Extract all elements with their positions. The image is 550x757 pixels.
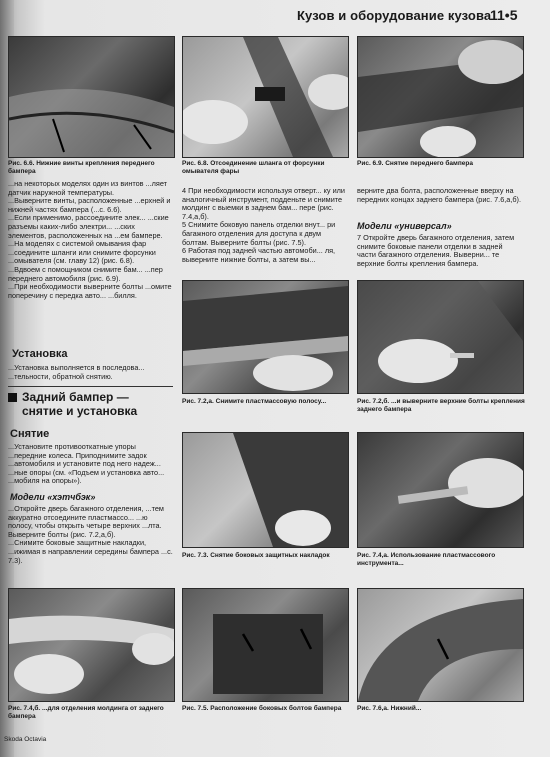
photo-fig-6-9: [357, 36, 524, 158]
middle-paragraph-4: 4 При необходимости используя отверт... ку или аналогичный инструмент, подденьте и снимите молдинг с выемки в заднем бам... пере (рис. 7.4,а,б).: [182, 186, 345, 221]
caption-fig-6-6: Рис. 6.6. Нижние винты крепления переднего бампера: [8, 160, 155, 175]
left-paragraph-2: ...Выверните винты, расположенные ...ерхней и нижней частях бампера (...с. 6.6).: [8, 196, 171, 214]
left-paragraph-1: ...на некоторых моделях один из винтов ...ляет датчик наружной температуры.: [8, 179, 168, 197]
photo-fig-7-5-drawing: [183, 589, 348, 701]
photo-fig-6-6-drawing: [9, 37, 174, 157]
section-title-line-1: Задний бампер —: [22, 390, 129, 404]
caption-fig-7-5: Рис. 7.5. Расположение боковых болтов бампера: [182, 705, 342, 712]
left-column-text-top: [8, 180, 173, 300]
middle-paragraph-5: 5 Снимите боковую панель отделки внут... ри багажного отделения для доступа к двум болтам. Выверните болты (рис. 7.5).: [182, 220, 336, 247]
photo-fig-6-8: [182, 36, 349, 158]
photo-fig-7-3: [182, 432, 349, 548]
page-number: 11•5: [490, 7, 518, 23]
photo-fig-7-2b: [357, 280, 524, 394]
photo-fig-7-4b: [8, 588, 175, 702]
right-paragraph-continued: верните два болта, расположенные вверху на передних концах заднего бампера (рис. 7.6,а,б).: [357, 186, 522, 204]
section-title-line-2: снятие и установка: [22, 404, 138, 418]
photo-fig-6-6: [8, 36, 175, 158]
section-marker: [8, 393, 17, 402]
hatchback-heading: Модели «хэтчбэк»: [10, 492, 96, 502]
caption-fig-6-8: Рис. 6.8. Отсоединение шланга от форсунки омывателя фары: [182, 160, 325, 175]
chapter-title: Кузов и оборудование кузова: [297, 8, 492, 23]
photo-fig-7-4b-drawing: [9, 589, 174, 701]
caption-fig-7-4a: Рис. 7.4,а. Использование пластмассового инструмента...: [357, 552, 496, 567]
hatchback-paragraph-2: ...Откройте дверь багажного отделения, ...тем аккуратно отсоедините пластмассо... ...ю полосу, чтобы открыть четыре верхних ...лта. Выверните болты (рис. 7.2,а,б).: [8, 504, 164, 539]
photo-fig-7-6a-drawing: [358, 589, 523, 701]
left-paragraph-5: ...Вдвоем с помощником снимите бам... ...пер переднего автомобиля (рис. 6.9).: [8, 264, 163, 283]
install-text: ...Установка выполняется в последова... ...тельности, обратной снятию.: [8, 363, 145, 381]
photo-fig-7-5: [182, 588, 349, 702]
photo-fig-6-9-drawing: [358, 37, 523, 157]
caption-fig-7-6a: Рис. 7.6,а. Нижний...: [357, 705, 422, 712]
hatchback-paragraph-3: ...Снимите боковые защитные накладки, ...ижимая в направлении середины бампера ...с. 7.3).: [8, 538, 173, 565]
page-footer: Skoda Octavia: [4, 736, 47, 743]
photo-fig-7-2a: [182, 280, 349, 394]
left-paragraph-4: ...На моделях с системой омывания фар ...соедините шланги или снимите форсунки ...омывателя (см. главу 12) (рис. 6.8).: [8, 239, 156, 266]
photo-fig-7-2a-drawing: [183, 281, 348, 393]
middle-column-text: [182, 187, 347, 264]
install-heading: Установка: [12, 348, 68, 360]
section-divider: [8, 386, 173, 387]
photo-fig-7-4a-drawing: [358, 433, 523, 547]
removal-paragraph-1: ...Установите противооткатные упоры ...передние колеса. Приподнимите задок ...автомобиля и установите под него надеж... ...ные опоры (см. «Подъем и установка авто... ...мобиля на опоры»).: [8, 442, 165, 486]
caption-fig-7-2b: Рис. 7.2,б. ...и выверните верхние болты крепления заднего бампера: [357, 398, 525, 413]
section-7-title: [22, 390, 172, 418]
caption-fig-7-3: Рис. 7.3. Снятие боковых защитных накладок: [182, 552, 330, 559]
photo-fig-7-3-drawing: [183, 433, 348, 547]
photo-fig-7-6a: [357, 588, 524, 702]
caption-fig-7-2a: Рис. 7.2,а. Снимите пластмассовую полосу...: [182, 398, 327, 405]
right-paragraph-7: 7 Откройте дверь багажного отделения, затем снимите боковые панели отделки в задней части багажного отделения. Выверни... те верхние болты крепления бампера.: [357, 233, 515, 268]
universal-heading: Модели «универсал»: [357, 221, 452, 231]
page-header: [297, 6, 537, 26]
caption-fig-6-9: Рис. 6.9. Снятие переднего бампера: [357, 160, 473, 167]
photo-fig-7-2b-drawing: [358, 281, 523, 393]
left-paragraph-3: ...Если применимо, рассоедините элек... ...ские разъемы каких-либо электри... ...ских элементов, расположенных на ...ем бампере.: [8, 213, 169, 240]
removal-heading: Снятие: [10, 428, 50, 440]
middle-paragraph-6: 6 Работая под задней частью автомоби... ля, выверните нижние болты, а затем вы...: [182, 246, 336, 264]
left-paragraph-6: ...При необходимости выверните болты ...омите поперечину с передка авто... ...билля.: [8, 282, 172, 300]
photo-fig-6-8-drawing: [183, 37, 348, 157]
hatchback-text: [8, 505, 173, 565]
photo-fig-7-4a: [357, 432, 524, 548]
caption-fig-7-4b: Рис. 7.4,б. ...для отделения молдинга от заднего бампера: [8, 705, 164, 720]
